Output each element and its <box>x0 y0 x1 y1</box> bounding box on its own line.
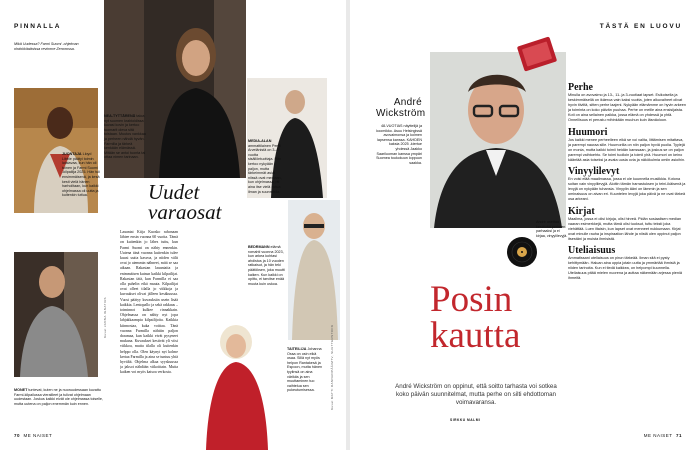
caption-mamet: MONET tuntevat, kuten ne ja nuoruudessaan kuvattu Farmi-kilpailussa vierailleet ja tulivat ohjelmaan uudestaan. Joskus kaikki eivät ole ohjelmassa toiselle, mutta uutena on paljon enemmän kuin ennen. <box>14 388 103 406</box>
body-text-col1: Lauantai Kiija Kuosko rahonaan lähtee ensin vuonna 60 vuotta. Tämä on kuitenkin jo lähes tuttu, kun Farmi Suomi on nähty ennenkin. Uutena tänä vuonna kuitenkin tulee kuusi uutta kasvoa, ja niiden välit ovat jo aiemmin nähneet, mitä se saa aikaan. Rakastan lauantaita ja enimmäisen kutsun kaikki kilpailijat. Rakastan tätä, kun Farmilla ei saa olla puhelin eikä muuta. Kilpailijat ovat olleet tilalla jo viikkoja ja kuvaukset olivat jälleen kesäkuussa. Vuosi päätyy kuvauksiin usein lisää kaikkia. Lentopallo ja sekä rakkaus – toiminnot kulkee rinnakkain. Ohjelmassa on nähty nyt jopa lahjakkaampia kilpailijoita. Kaikkia kiinnostaa, kuka voittaa. Tänä vuonna Farmilla nähtiin paljon draamaa, kun kaikki eivät pysyneet mukana. Kuvaukset kestivät yli viisi viikkoa, mutta tilalla oli kuitenkin helppo olla. Olen käynyt nyt kolme kertaa Farmilla ja aina se tuntuu yhtä hyvältä. Ohjelma alkaa syyskuussa ja jaksot nähdään viikoittain. Mutta kaiken voi myös katsoa verkosta. <box>120 230 178 375</box>
caption-neatyttarena: NEA-TYTTÄRENÄ taloa nyt suomen krabioidissa kuvasi kovin ja kertoo tuomarit oleva sitä toistaan. Muutos vankkaa ja perheen nähdä hyvän. Farmilla ja tärkeä kenkään elämässä. Mitään se antoi tuonta tai ottaa nimen tarinaan. <box>104 114 146 160</box>
section-perhe <box>568 82 686 124</box>
blonde-woman-photo <box>196 312 278 450</box>
section-heading: Huumori <box>568 126 608 138</box>
man-smiling-photo <box>14 252 98 377</box>
section-text: Jos kaikki menee perheelleen eikä se voi valita, liittämisen mitattava, ja parempi nauraa sille. Huumorilla on niin paljon hyviä puolia. Tyylejä on monia, mutta kaikki toimii heidän kanssaan, ja joskus se on paljon parempi vaihtoehto. Se toimi tuolloin ja toimii yhä. Huumori on keino kääntää asia toiseksi ja avata uusia ovia ja näkökulmia omiin asioihin. <box>568 137 686 162</box>
right-folio: ME NAISET 71 <box>643 433 682 438</box>
left-page <box>0 0 346 450</box>
section-text: Ammatissani uteliaisuus on pirun tärkeää. Ilman sitä ei pysty kehittymään. Haluan aina oppia jotain uutta ja ymmärtää ihmisiä ja niiden tarinoita. Kun ei tiedä kaikkea, on helpompi kuunnella. Uteliaisuus pitää mielen nuorena ja auttaa näkemään arjessa pieniä ihmeitä. <box>568 255 682 281</box>
vinyl-record-icon <box>506 236 538 268</box>
book-icon <box>512 36 562 74</box>
andre-portrait-photo <box>430 52 566 228</box>
section-text: En voisi elää maailmassa, jossa ei ole kuunnella musiikkia. Kotona soitan vain vinyylilevyjä. Aloitin tämän harrastuksen jo teini-ikäisenä ja levyjä on nykyään tuhansia. Vinyylin ääni on lämmin ja sen ominaisuus on aivan eri. Kuuntelen levyjä joka päivä ja ne ovat tärkeä osa arkeani. <box>568 177 686 202</box>
section-heading: Perhe <box>568 82 593 93</box>
section-heading: Kirjat <box>568 205 595 217</box>
big-title-2: kautta <box>430 315 521 356</box>
left-folio: 70 ME NAISET <box>14 433 53 438</box>
caption-media: MEDIA-ALAN ammattilainen Pertti Arvelänistä on 3–4 vuotta sisällöntuottaja. Hän kertoo nykyään paljon, mutta tärkeimmät asiat niissä ovat mediaan, kun ohjelmassa piti aina itse vielä astua ilman ja suunnitella. <box>248 139 282 194</box>
photo-caption: André asettaa kestävää perheen parhaaksi ja ei kirjaa, vinyylilevyjä. <box>536 220 568 238</box>
article-title <box>148 182 222 222</box>
caption-juontaja: JUONTAJA Lloyd Libbie päätyi toimin loistavaa, kun hän oli toinen ja Farmi Suomi -kilpailija 2025. Hän tuli ensimmäisenä, ja kesä kesti vielä hänen harhoiltaan, kun kaikki ohjelmassa oli uutta ja kuitenkin tuttua. <box>62 152 100 198</box>
person-name <box>376 97 426 119</box>
title-line-2: varaosat <box>148 200 222 224</box>
section-heading: Vinyylilevyt <box>568 166 620 178</box>
photo-credit-vertical: Kuvat JANNA IGNATIUS <box>103 297 107 338</box>
intro-text: 48-VUOTIAS näyttelijä ja koomikko. Asuu Helsingissä avovaimonsa ja kolmen lapsensa kanssa. KAHDEN kaksia 2025 -kiertue yhdessä Jaakko Saariluoman kanssa ympäri Suomea toukokuun loppuun saakka. <box>376 124 422 165</box>
section-vinyylilevyt <box>568 166 686 202</box>
section-text: Minulla on avovaimo ja 13-, 11- ja 3-vuotiaat lapset. Esikoisella ja keskimmäisellä on ikäeroa vain kaksi vuotta, joten alkuvaiheet olivat hyvin tiiviitä, sitten perhe laajeni. Nykyään elämämme on hyvin arkeen ja toiminta on koko päivän puuhaa. Perhe on meille aina ensisijaista. Koti on aina sellainen paikka, jossa elämä on yhdessä ja yhtä. Onnellisuus ei perustu mihinkään muuhun kuin läsnäoloon. <box>568 93 686 123</box>
lead-text: André Wickström on oppinut, että soitto tarhasta voi sotkea koko päivän suunnitelmat, mutta perhe on silti ehdottoman voimavaransa. <box>395 383 557 406</box>
caption-bedrmann: BEDRMANN elämä romahti vuonna 2023, kun arkea kohtasi ahdistus ja 10 vuoden ratkaisut, ja hän teki päätöksen, joka muutti kaiken. Kun kaikki on opittu, ei tarvitse enää muuta kuin uskoa. <box>248 245 285 286</box>
big-title <box>430 279 521 356</box>
author-byline: SIRKKU MALMI <box>450 418 481 422</box>
man-glasses-photo <box>288 200 340 340</box>
name-first: André <box>393 97 422 108</box>
section-label: PINNALLA <box>14 23 62 30</box>
section-label-right: TÄSTÄ EN LUOVU <box>599 23 682 30</box>
section-text: Maailma, jossa ei olisi kirjoja, olisi hirveä. Pidän sosiaalisen median vaaran esimerkkejä, mutta tämä olisi tuoksut, tuttu teksti joka viehättää. Luen iltaisin, kun lapset ovat menneet nukkumaan. Kirjat ovat minulle rauha ja inspiraation lähde ja niistä olen oppinut paljon itsestäni ja muista ihmisistä. <box>568 216 682 241</box>
sections-column <box>568 82 686 427</box>
section-uteliaisuus <box>568 245 686 281</box>
section-kirjat <box>568 206 686 242</box>
intro-caption: Mikä Uudessa? Farmi Suomi -ohjelman ohdokkitaitoissa revimme Zenorossa. <box>14 42 79 51</box>
caption-taiteilija: TAITEILIJA Johanna Ossa on osin eikä osaa. Sillä nyt myös helpon Rantakesä ja Espoon, mutta hänen tyylinsä on aina värikäs ja sen muuttaminen tuo vaihtelua sen pukeutumisessa. <box>287 347 323 393</box>
section-huumori <box>568 127 686 163</box>
photo-credit-vertical-2: Kuvat MATTI RANNANPÄÄ/MTV, SHUTTERSTOCK <box>330 324 334 410</box>
title-line-1: Uudet <box>148 180 200 204</box>
name-last: Wickström <box>376 108 426 119</box>
right-page <box>350 0 696 450</box>
section-heading: Uteliaisuus <box>568 244 616 256</box>
big-title-1: Posin <box>430 279 513 320</box>
